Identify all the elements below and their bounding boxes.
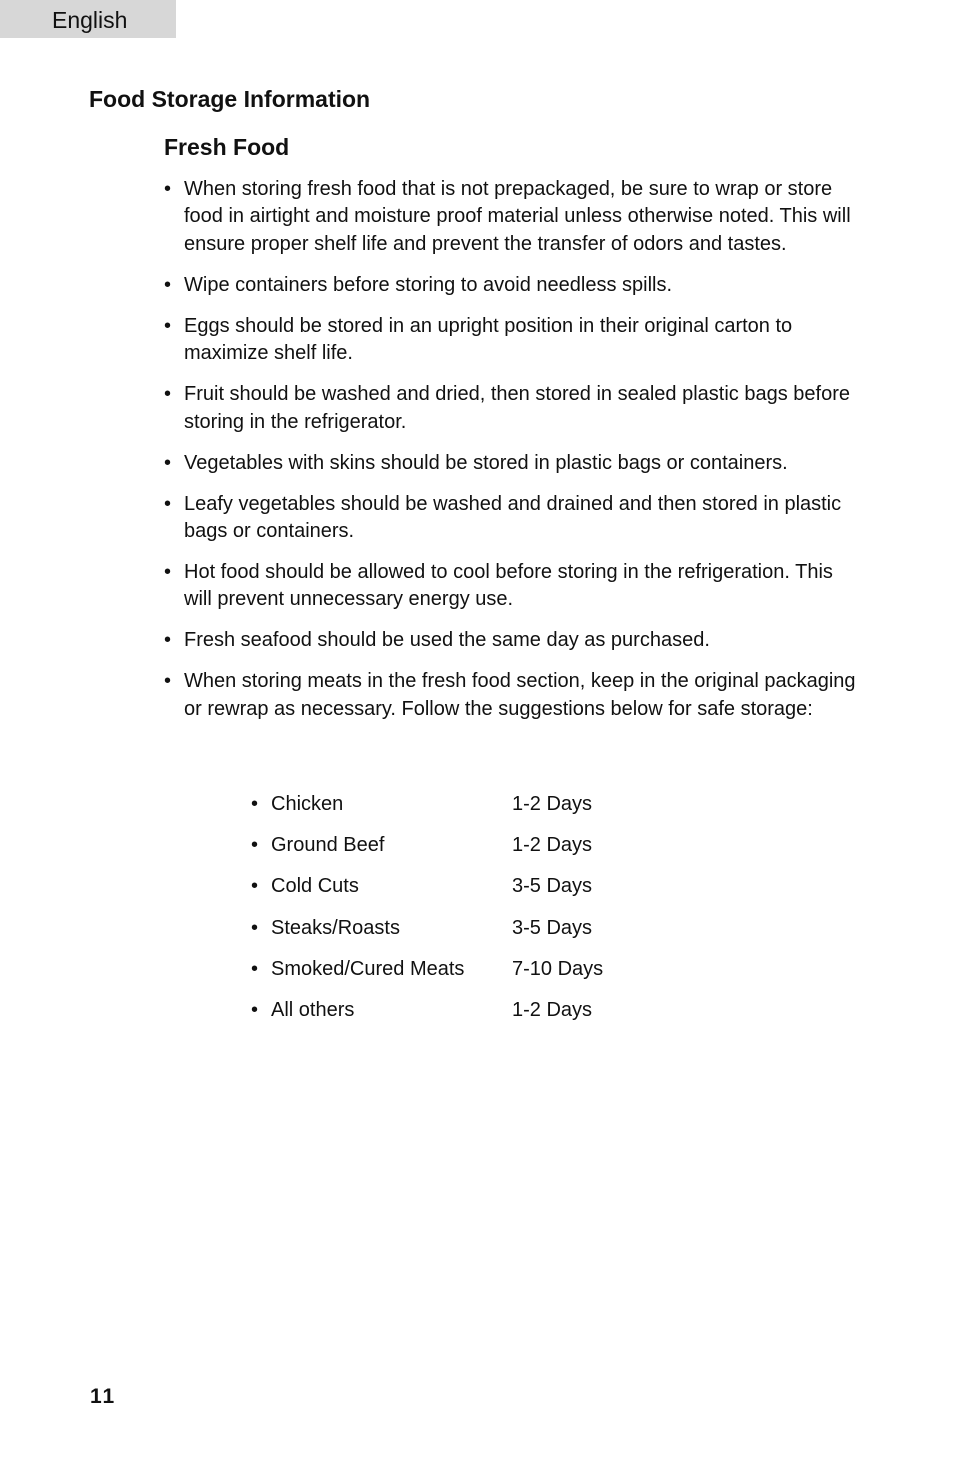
bullet-icon: •	[164, 492, 172, 515]
page-number: 11	[90, 1385, 117, 1408]
table-row	[251, 956, 651, 997]
section-title: Food Storage Information	[89, 86, 371, 112]
bullet-icon: •	[251, 834, 259, 857]
bullet-icon: •	[164, 451, 172, 474]
bullet-icon: •	[251, 998, 259, 1021]
list-item-text: Eggs should be stored in an upright position in their original carton to maximize shelf life.	[184, 314, 793, 365]
table-row	[251, 873, 651, 914]
storage-days: 7-10 Days	[512, 957, 604, 980]
list-item	[164, 313, 864, 368]
meat-name: Smoked/Cured Meats	[271, 957, 465, 980]
list-item	[164, 559, 864, 614]
list-item-text: Fresh seafood should be used the same day as purchased.	[184, 629, 710, 652]
list-item-text: Leafy vegetables should be washed and drained and then stored in plastic bags or containers.	[184, 492, 842, 543]
bullet-icon: •	[251, 916, 259, 939]
table-row	[251, 832, 651, 873]
bullet-icon: •	[164, 178, 172, 200]
fresh-food-tips-list	[164, 176, 864, 737]
meat-name: Ground Beef	[271, 834, 385, 857]
storage-days: 1-2 Days	[512, 998, 593, 1021]
storage-days: 3-5 Days	[512, 916, 593, 939]
list-item-text: When storing fresh food that is not prepackaged, be sure to wrap or store food in airtight and moisture proof material unless otherwise noted. This will ensure proper shelf life and prevent the transfer of odors and tastes.	[184, 178, 851, 255]
list-item	[164, 668, 864, 723]
bullet-icon: •	[164, 383, 172, 406]
bullet-icon: •	[251, 957, 259, 980]
list-item	[164, 176, 864, 258]
list-item-text: Fruit should be washed and dried, then stored in sealed plastic bags before storing in the refrigerator.	[184, 383, 850, 433]
bullet-icon: •	[251, 793, 259, 815]
list-item	[164, 627, 864, 654]
storage-days: 1-2 Days	[512, 793, 593, 815]
bullet-icon: •	[251, 875, 259, 898]
list-item	[164, 491, 864, 546]
bullet-icon: •	[164, 629, 172, 652]
list-item	[164, 272, 864, 299]
bullet-icon: •	[164, 273, 172, 296]
list-item	[164, 381, 864, 436]
table-row	[251, 791, 651, 832]
list-item-text: When storing meats in the fresh food section, keep in the original packaging or rewrap as necessary. Follow the suggestions below for safe storage:	[184, 670, 856, 720]
subsection-title: Fresh Food	[164, 134, 290, 160]
bullet-icon: •	[164, 314, 172, 337]
table-row	[251, 915, 651, 956]
storage-days: 1-2 Days	[512, 834, 593, 857]
list-item	[164, 450, 864, 477]
bullet-icon: •	[164, 561, 172, 584]
meat-storage-table	[251, 791, 651, 1038]
list-item-text: Wipe containers before storing to avoid needless spills.	[184, 273, 673, 296]
bullet-icon: •	[164, 670, 172, 693]
language-tab: English	[0, 0, 176, 38]
storage-days: 3-5 Days	[512, 875, 593, 898]
list-item-text: Vegetables with skins should be stored in plastic bags or containers.	[184, 451, 788, 474]
meat-name: Cold Cuts	[271, 875, 359, 898]
meat-name: Steaks/Roasts	[271, 916, 400, 939]
meat-name: All others	[271, 998, 355, 1021]
table-row	[251, 997, 651, 1038]
list-item-text: Hot food should be allowed to cool before storing in the refrigeration. This will prevent unnecessary energy use.	[184, 561, 833, 611]
meat-name: Chicken	[271, 793, 344, 815]
